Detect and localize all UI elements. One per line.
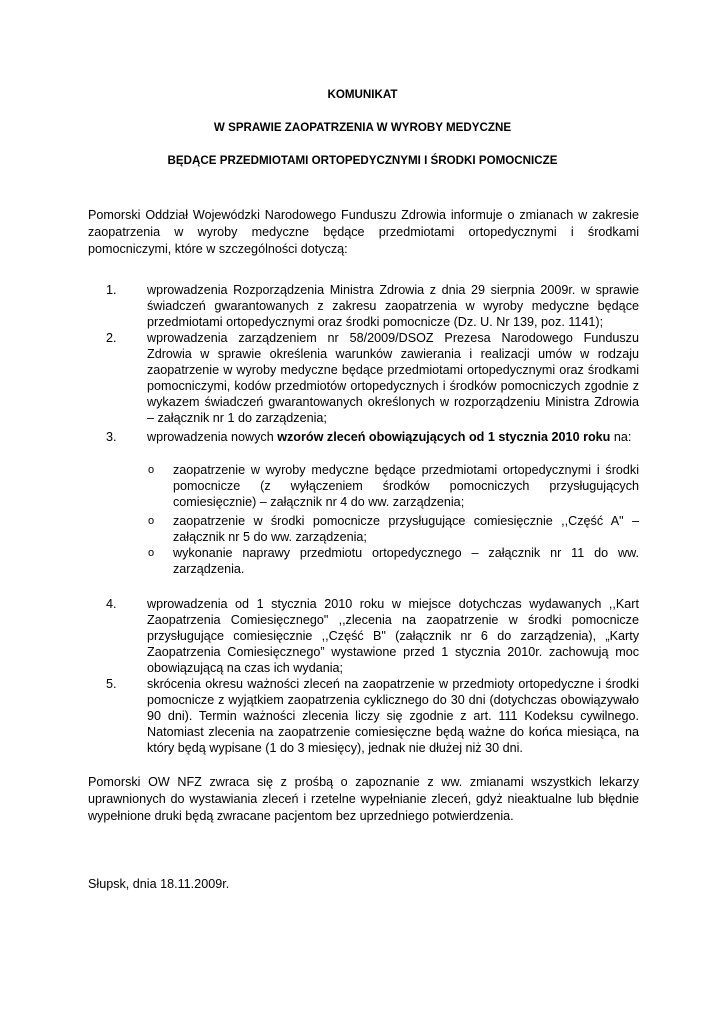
bullet-icon: o	[148, 464, 155, 476]
list-item-text: wprowadzenia zarządzeniem nr 58/2009/DSOZ Prezesa Narodowego Funduszu Zdrowia w sprawie określenia warunków zawierania i realizacji umów w rodzaju zaopatrzenie w wyroby medyczne będące przedmiotami ortopedycznymi oraz środkami pomocniczymi, kodów przedmiotów ortopedycznych i środków pomocniczych zgodnie z wykazem świadczeń gwarantowanych określonych w rozporządzeniu Ministra Zdrowia – załącznik nr 1 do zarządzenia;	[147, 331, 639, 425]
bullet-icon: o	[148, 547, 155, 559]
intro-paragraph: Pomorski Oddział Wojewódzki Narodowego Funduszu Zdrowia informuje o zmianach w zakresie zaopatrzenia w wyroby medyczne będące przedmiotami ortopedycznymi i środkami pomocniczymi, które w szczególności dotyczą:	[88, 208, 639, 256]
list-item-text: skrócenia okresu ważności zleceń na zaopatrzenie w przedmioty ortopedyczne i środki pomocnicze z wyjątkiem zaopatrzenia cyklicznego do 30 dni (dotychczas obowiązywało 90 dni). Termin ważności zlecenia liczy się zgodnie z art. 111 Kodeksu cywilnego. Natomiast zlecenia na zaopatrzenie comiesięczne będą ważne do końca miesiąca, na który będą wypisane (1 do 3 miesięcy), jednak nie dłużej niż 30 dni.	[147, 677, 639, 755]
document-subtitle-1: W SPRAWIE ZAOPATRZENIA W WYROBY MEDYCZNE	[213, 121, 512, 134]
list-item-text: wprowadzenia Rozporządzenia Ministra Zdrowia z dnia 29 sierpnia 2009r. w sprawie świadczeń gwarantowanych z zakresu zaopatrzenia w wyroby medyczne będące przedmiotami ortopedycznymi oraz środki pomocnicze (Dz. U. Nr 139, poz. 1141);	[147, 283, 639, 329]
bullet-icon: o	[148, 515, 155, 527]
sub-list-item-text: zaopatrzenie w wyroby medyczne będące przedmiotami ortopedycznymi i środki pomocnicze (z wyłączeniem środków pomocniczych przysługujących comiesięcznie) – załącznik nr 4 do ww. zarządzenia;	[173, 463, 639, 509]
document-title: KOMUNIKAT	[327, 88, 398, 101]
list-item-number: 5.	[106, 677, 117, 691]
list-item-number: 2.	[106, 331, 117, 345]
list-item-text: wprowadzenia od 1 stycznia 2010 roku w miejsce dotychczas wydawanych ,,Kart Zaopatrzenia Comiesięcznego" ,,zlecenia na zaopatrzenie w środki pomocnicze przysługujące comiesięcznie ,,Część B" (załącznik nr 6 do zarządzenia), „Karty Zaopatrzenia Comiesięcznego” wystawione przed 1 stycznia 2010r. zachowują moc obowiązującą na czas ich wydania;	[147, 597, 639, 675]
list-item-number: 1.	[106, 283, 117, 297]
closing-paragraph: Pomorski OW NFZ zwraca się z prośbą o zapoznanie z ww. zmianami wszystkich lekarzy uprawnionych do wystawiania zleceń i rzetelne wypełnianie zleceń, gdyż nieaktualne lub błędnie wypełnione druki będą zwracane pacjentom bez uprzedniego potwierdzenia.	[88, 775, 639, 823]
list-item-number: 4.	[106, 597, 117, 611]
place-and-date: Słupsk, dnia 18.11.2009r.	[88, 877, 230, 891]
sub-list-item-text: zaopatrzenie w środki pomocnicze przysługujące comiesięcznie ,,Część A" – załącznik nr 5 do ww. zarządzenia;	[173, 514, 639, 544]
list-item-text: wprowadzenia nowych wzorów zleceń obowiązujących od 1 stycznia 2010 roku na:	[147, 430, 632, 444]
list-item-number: 3.	[106, 430, 117, 444]
sub-list-item-text: wykonanie naprawy przedmiotu ortopedycznego – załącznik nr 11 do ww. zarządzenia.	[173, 546, 639, 576]
emphasized-text: wzorów zleceń obowiązujących od 1 stycznia 2010 roku	[277, 430, 611, 444]
document-subtitle-2: BĘDĄCE PRZEDMIOTAMI ORTOPEDYCZNYMI I ŚRODKI POMOCNICZE	[167, 154, 558, 167]
